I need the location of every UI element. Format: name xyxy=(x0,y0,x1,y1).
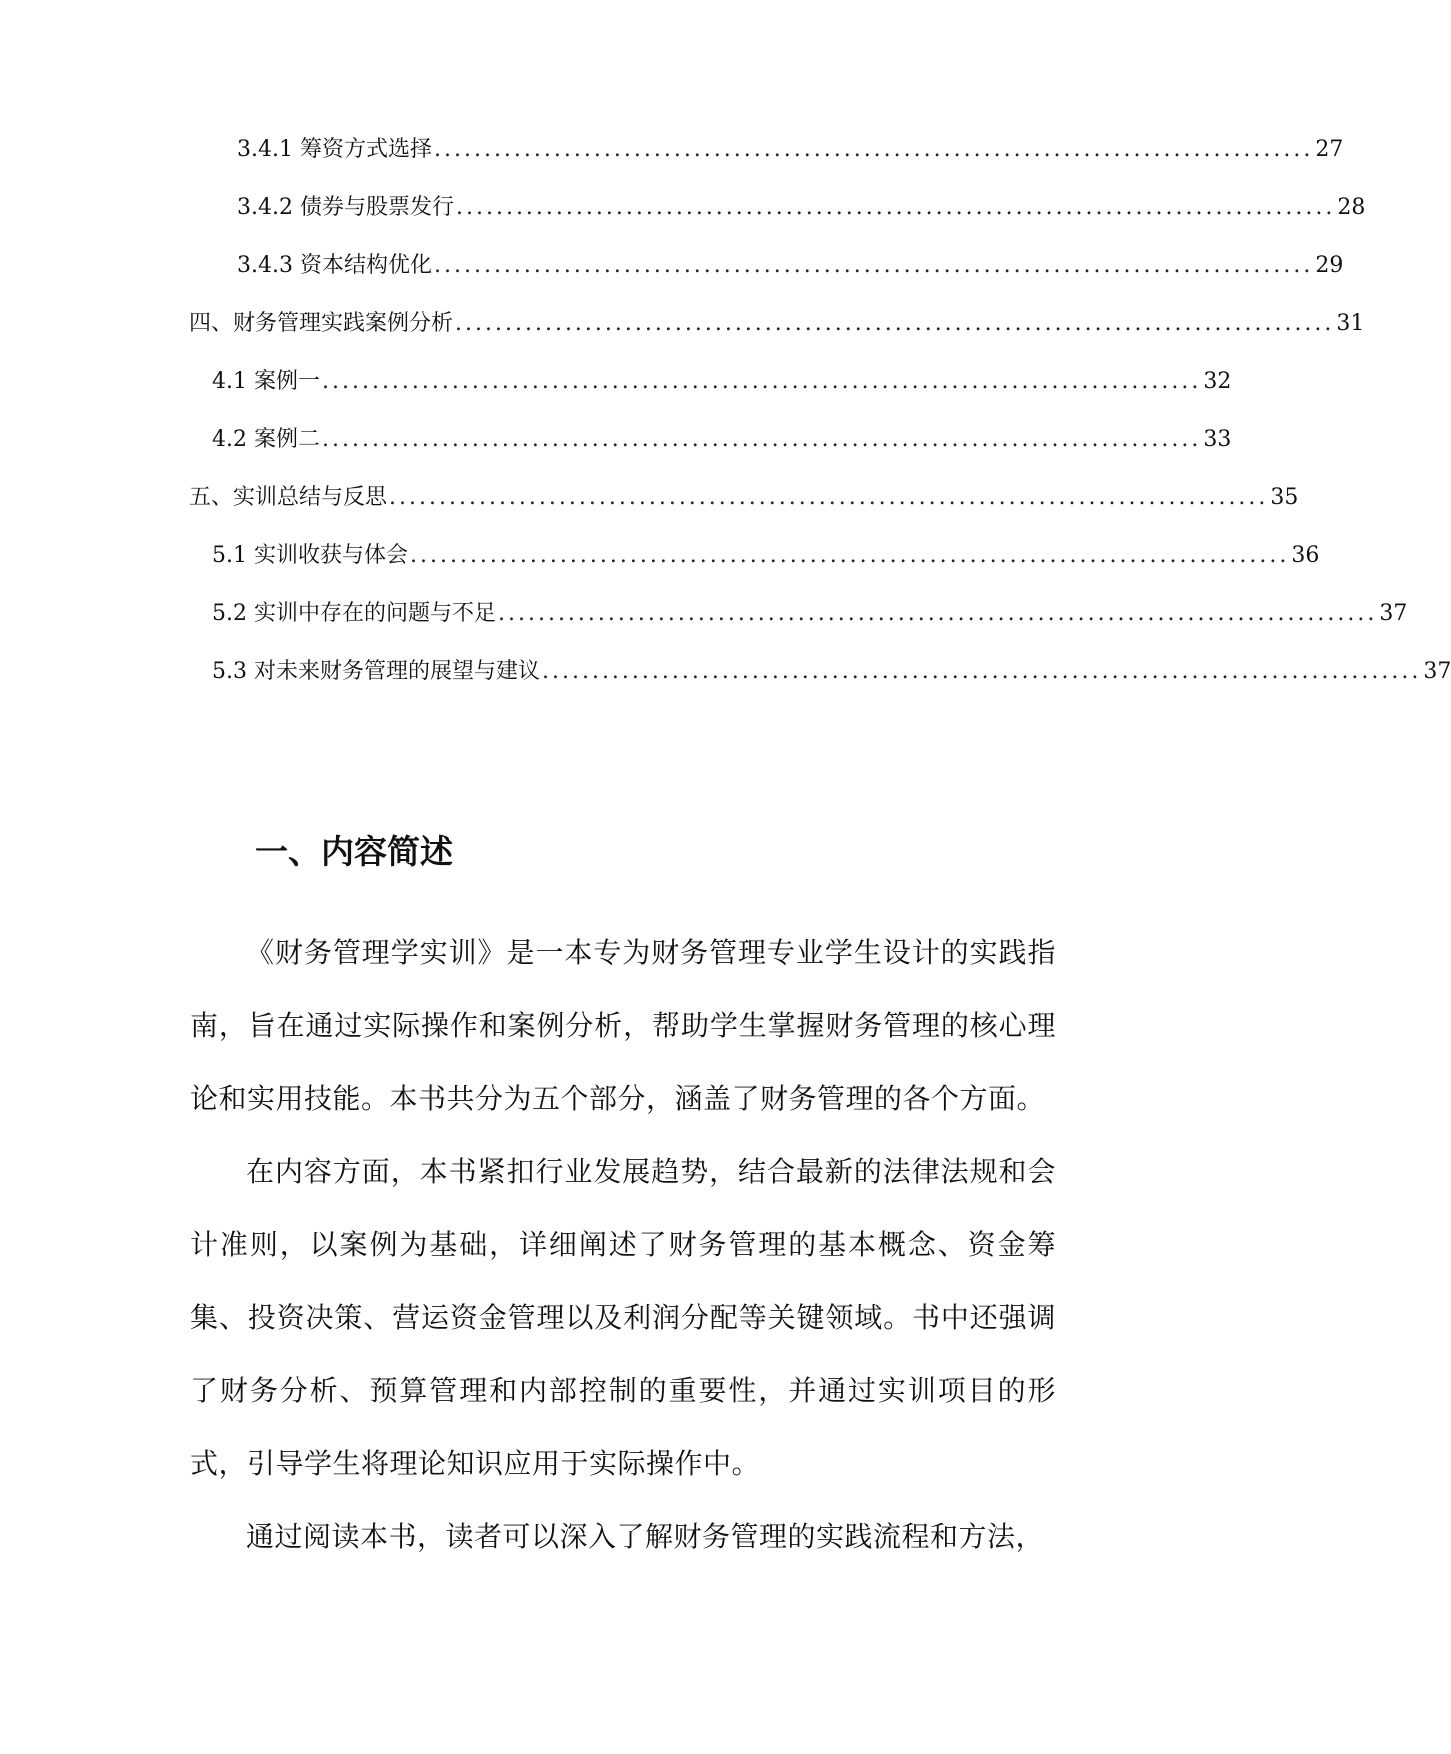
toc-entry-page: 28 xyxy=(1337,195,1366,220)
toc-leader-dots: ........................................................................................ xyxy=(497,601,1378,626)
toc-entry-label: 5.1 实训收获与体会 xyxy=(212,543,408,568)
toc-entry-label: 3.4.2 债券与股票发行 xyxy=(237,195,454,220)
toc-leader-dots: ........................................................................................ xyxy=(409,543,1290,568)
section-heading: 一、内容简述 xyxy=(255,832,453,871)
toc-entry[interactable] xyxy=(237,251,1344,281)
toc-leader-dots: ........................................................................................ xyxy=(455,195,1336,220)
toc-entry-label: 4.1 案例一 xyxy=(212,369,320,394)
body-paragraph: 在内容方面，本书紧扣行业发展趋势，结合最新的法律法规和会计准则，以案例为基础，详细阐述了财务管理的基本概念、资金筹集、投资决策、营运资金管理以及利润分配等关键领域。书中还强调了财务分析、预算管理和内部控制的重要性，并通过实训项目的形式，引导学生将理论知识应用于实际操作中。 xyxy=(190,1155,1056,1480)
toc-entry-label: 五、实训总结与反思 xyxy=(189,485,388,510)
toc-entry-page: 37 xyxy=(1379,601,1408,626)
toc-leader-dots: ........................................................................................ xyxy=(433,253,1314,278)
toc-leader-dots: ........................................................................................ xyxy=(541,659,1422,684)
toc-entry-label: 5.3 对未来财务管理的展望与建议 xyxy=(212,659,540,684)
toc-leader-dots: ........................................................................................ xyxy=(321,369,1202,394)
toc-entry-page: 37 xyxy=(1423,659,1451,684)
section-body xyxy=(190,916,1056,1573)
toc-entry-page: 29 xyxy=(1315,253,1344,278)
toc-entry-page: 31 xyxy=(1336,311,1365,336)
toc-entry-label: 4.2 案例二 xyxy=(212,427,320,452)
body-paragraph: 通过阅读本书，读者可以深入了解财务管理的实践流程和方法， xyxy=(246,1520,1045,1553)
toc-leader-dots: ........................................................................................ xyxy=(433,137,1314,162)
toc-entry[interactable] xyxy=(212,599,1408,629)
toc-entry-page: 33 xyxy=(1203,427,1232,452)
toc-entry[interactable] xyxy=(212,541,1320,571)
toc-entry-label: 3.4.3 资本结构优化 xyxy=(237,253,432,278)
toc-leader-dots: ........................................................................................ xyxy=(389,485,1269,510)
toc-entry-label: 3.4.1 筹资方式选择 xyxy=(237,137,432,162)
toc-entry-page: 27 xyxy=(1315,137,1344,162)
toc-entry-label: 5.2 实训中存在的问题与不足 xyxy=(212,601,496,626)
toc-entry-page: 32 xyxy=(1203,369,1232,394)
toc-entry[interactable] xyxy=(189,483,1299,513)
toc-entry[interactable] xyxy=(212,367,1232,397)
toc-entry[interactable] xyxy=(212,425,1232,455)
body-paragraph: 《财务管理学实训》是一本专为财务管理专业学生设计的实践指南，旨在通过实际操作和案例分析，帮助学生掌握财务管理的核心理论和实用技能。本书共分为五个部分，涵盖了财务管理的各个方面。 xyxy=(190,936,1056,1115)
toc-entry-page: 35 xyxy=(1270,485,1299,510)
toc-entry[interactable] xyxy=(189,309,1365,339)
toc-entry[interactable] xyxy=(237,135,1344,165)
toc-entry-label: 四、财务管理实践案例分析 xyxy=(189,311,454,336)
toc-entry-page: 36 xyxy=(1291,543,1320,568)
toc-entry[interactable] xyxy=(212,657,1451,687)
toc-leader-dots: ........................................................................................ xyxy=(455,311,1335,336)
toc-entry[interactable] xyxy=(237,193,1366,223)
toc-leader-dots: ........................................................................................ xyxy=(321,427,1202,452)
